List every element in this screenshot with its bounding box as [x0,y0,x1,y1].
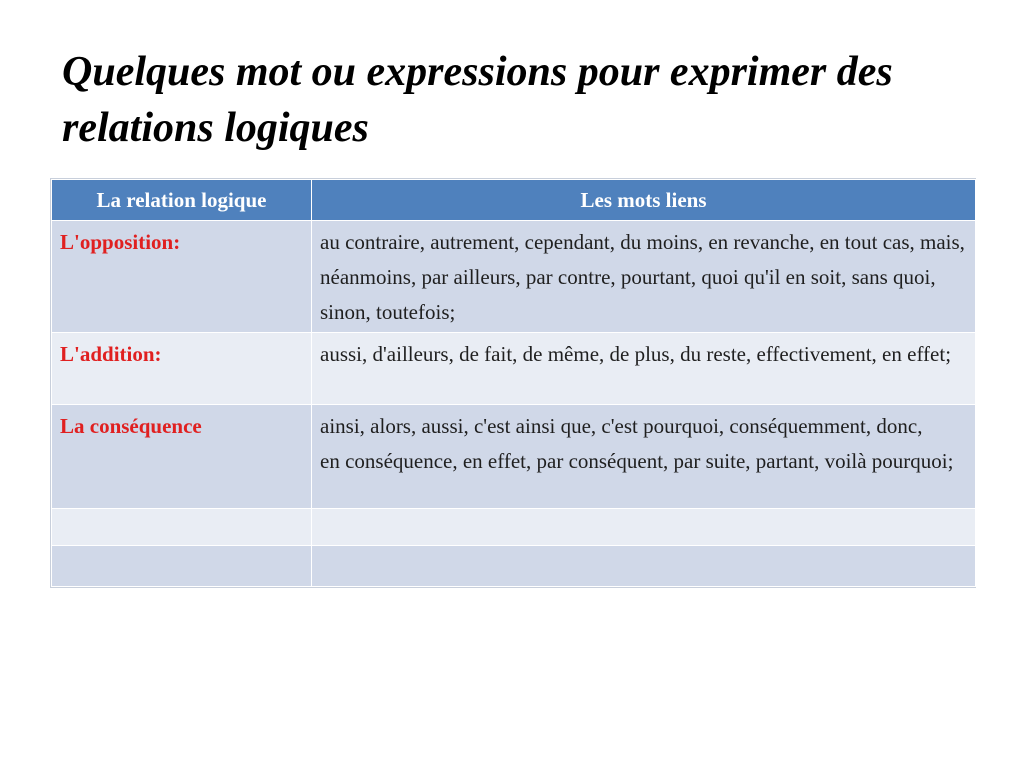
header-relation: La relation logique [52,180,312,221]
table-row [52,221,976,333]
table-header-row [52,180,976,221]
header-words: Les mots liens [312,180,976,221]
table [51,179,976,587]
words-consequence-part2: en conséquence, en effet, par conséquent, par suite, partant, voilà pourquoi; [320,449,954,473]
words-consequence-part1: ainsi, alors, aussi, c'est ainsi que, c'est pourquoi, conséquemment, donc, [320,414,923,438]
words-addition: aussi, d'ailleurs, de fait, de même, de plus, du reste, effectivement, en effet; [312,333,976,405]
words-opposition: au contraire, autrement, cependant, du moins, en revanche, en tout cas, mais, néanmoins, par ailleurs, par contre, pourtant, quoi qu'il en soit, sans quoi, sinon, toutefois; [312,221,976,333]
relations-table [50,178,976,588]
relation-addition: L'addition: [52,333,312,405]
relation-consequence: La conséquence [52,405,312,509]
table-row-empty [52,546,976,587]
table-row-empty [52,509,976,546]
words-consequence [312,405,976,509]
table-row [52,333,976,405]
empty-cell [52,509,312,546]
relation-opposition: L'opposition: [52,221,312,333]
table-row [52,405,976,509]
empty-cell [312,509,976,546]
empty-cell [312,546,976,587]
slide-title: Quelques mot ou expressions pour exprimer des relations logiques [62,49,893,151]
empty-cell [52,546,312,587]
